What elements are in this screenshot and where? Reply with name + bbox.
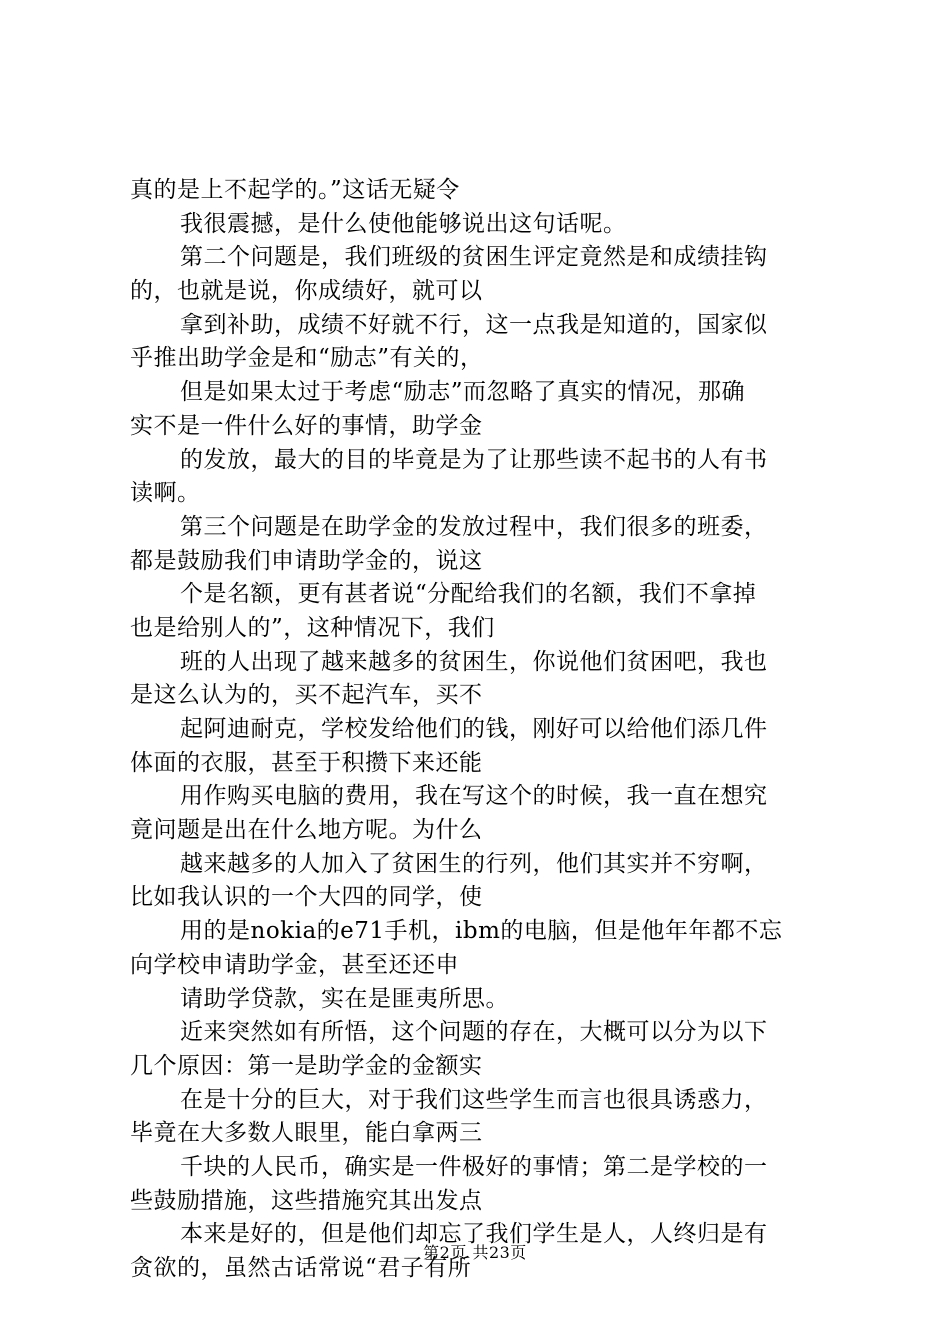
text-line: 是这么认为的，买不起汽车，买不	[130, 682, 483, 709]
text-line: 用作购买电脑的费用，我在写这个的时候，我一直在想究	[180, 783, 768, 810]
text-line: 竟问题是出在什么地方呢。为什么	[130, 817, 483, 844]
text-line: 越来越多的人加入了贫困生的行列，他们其实并不穷啊，	[180, 850, 768, 877]
text-line: 体面的衣服，甚至于积攒下来还能	[130, 749, 483, 776]
text-line: 在是十分的巨大，对于我们这些学生而言也很具诱惑力，	[180, 1086, 768, 1113]
text-line: 比如我认识的一个大四的同学，使	[130, 884, 483, 911]
text-line: 几个原因：第一是助学金的金额实	[130, 1052, 483, 1079]
text-line: 也是给别人的”，这种情况下，我们	[130, 614, 495, 641]
text-line: 乎推出助学金是和“励志”有关的，	[130, 345, 484, 372]
text-line: 的，也就是说，你成绩好，就可以	[130, 278, 483, 305]
text-line: 读啊。	[130, 480, 201, 507]
text-line: 毕竟在大多数人眼里，能白拿两三	[130, 1120, 483, 1147]
text-line: 起阿迪耐克，学校发给他们的钱，刚好可以给他们添几件	[180, 716, 768, 742]
page-footer: 第2页 共23页	[423, 1243, 527, 1262]
text-line: 都是鼓励我们申请助学金的，说这	[130, 547, 483, 574]
text-line: 千块的人民币，确实是一件极好的事情；第二是学校的一	[180, 1153, 768, 1180]
text-line: 我很震撼，是什么使他能够说出这句话呢。	[180, 210, 627, 237]
text-line: 班的人出现了越来越多的贫困生，你说他们贫困吧，我也	[180, 648, 768, 675]
text-line: 近来突然如有所悟，这个问题的存在，大概可以分为以下	[180, 1019, 768, 1046]
text-line: 用的是nokia的e71手机，ibm的电脑，但是他年年都不忘	[180, 918, 783, 945]
text-line: 贪欲的，虽然古话常说“君子有所	[130, 1255, 472, 1281]
text-line: 第二个问题是，我们班级的贫困生评定竟然是和成绩挂钩	[180, 244, 768, 271]
text-line: 本来是好的，但是他们却忘了我们学生是人，人终归是有	[180, 1221, 768, 1248]
text-line: 个是名额，更有甚者说“分配给我们的名额，我们不拿掉	[180, 581, 757, 608]
text-line: 实不是一件什么好的事情，助学金	[130, 412, 483, 439]
text-line: 些鼓励措施，这些措施究其出发点	[130, 1187, 483, 1214]
text-line: 但是如果太过于考虑“励志”而忽略了真实的情况，那确	[180, 379, 746, 406]
text-line: 第三个问题是在助学金的发放过程中，我们很多的班委，	[180, 513, 768, 540]
document-body	[130, 174, 830, 1286]
text-line: 的发放，最大的目的毕竟是为了让那些读不起书的人有书	[180, 446, 768, 473]
text-line: 向学校申请助学金，甚至还还申	[130, 951, 459, 978]
text-line: 拿到补助，成绩不好就不行，这一点我是知道的，国家似	[180, 311, 768, 338]
text-line: 真的是上不起学的。”这话无疑令	[130, 177, 460, 203]
text-line: 请助学贷款，实在是匪夷所思。	[180, 985, 509, 1012]
